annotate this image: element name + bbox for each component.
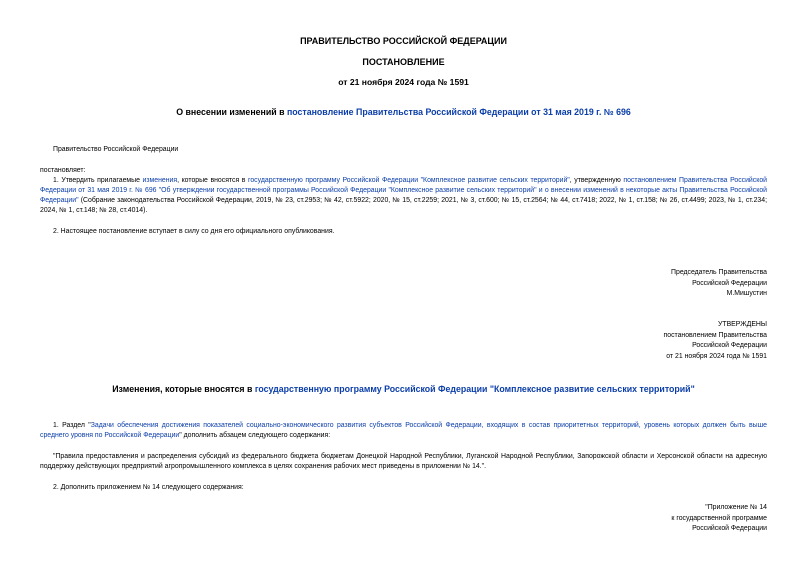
approved-line-2: постановлением Правительства [663,331,767,339]
title-link[interactable]: постановление Правительства Российской Федерации от 31 мая 2019 г. № 696 [286,107,631,117]
decree-item-1: 1. Утвердить прилагаемые изменения, которые вносятся в государственную программу Российской Федерации "Комплексное развитие сельских территорий", утвержденную постановлением Правительства Российской Федерации от 31 мая 2019 г. № 696 "Об утверждении государственной программы Российской Федерации "Комплексное развитие сельских территорий" и о внесении изменений в некоторые акты Правительства Российской Федерации" (Собрание законодательства Российской Федерации, 2019, № 23, ст.2953; № 42, ст.5922; 2020, № 15, ст.2259; 2021, № 3, ст.600; № 15, ст.2564; № 44, ст.7418; 2022, № 1, ст.158; № 26, ст.4499; 2023, № 1, ст.234; 2024, № 1, ст.148; № 28, ст.4014). [40,177,767,215]
approved-line-3: Российской Федерации [692,342,767,350]
changes-title [0,384,807,394]
signature-position-1: Председатель Правительства [671,269,767,276]
document-title [0,107,807,117]
section-link[interactable]: Задачи обеспечения достижения показателей социально-экономического развития субъектов Российской Федерации, входящих в состав приоритетных территорий, уровень которых должен быть выше среднего уровня по Российской Федерации [40,422,767,440]
appendix-line-3: Российской Федерации [692,525,767,533]
resolution-link[interactable]: постановлением Правительства Российской Федерации от 31 мая 2019 г. № 696 "Об утверждении государственной программы Российской Федерации "Комплексное развитие сельских территорий" и о внесении изменений в некоторые акты Правительства Российской Федерации" [40,177,767,205]
appendix-block [671,503,767,535]
changes-quote: "Правила предоставления и распределения субсидий из федерального бюджета бюджетам Донецкой Народной Республики, Луганской Народной Республики, Запорожской области и Херсонской области на адресную поддержку действующих предприятий агропромышленного комплекса в целях сохранения рабочих мест приведены в приложении № 14.". [40,453,767,471]
decides-line: постановляет: [40,167,86,174]
title-prefix: О внесении изменений в [176,107,287,117]
appendix-line-2: к государственной программе [671,514,767,522]
government-heading: ПРАВИТЕЛЬСТВО РОССИЙСКОЙ ФЕДЕРАЦИИ [300,36,507,46]
changes-link[interactable]: изменения [142,177,178,184]
signature-position-2: Российской Федерации [692,279,767,287]
program-link[interactable]: государственную программу Российской Федерации "Комплексное развитие сельских территорий" [247,177,570,184]
changes-title-prefix: Изменения, которые вносятся в [112,384,255,394]
appendix-line-1: "Приложение № 14 [705,504,767,511]
decree-item-2: 2. Настоящее постановление вступает в силу со дня его официального опубликования. [53,228,335,235]
signature-name: М.Мишустин [726,290,767,298]
approved-line-1: УТВЕРЖДЕНЫ [718,321,767,328]
document-date-number: от 21 ноября 2024 года № 1591 [338,77,469,87]
approved-block [664,320,768,363]
changes-title-link[interactable]: государственную программу Российской Федерации "Комплексное развитие сельских территорий" [254,384,695,394]
approved-line-4: от 21 ноября 2024 года № 1591 [666,353,767,361]
document-type: ПОСТАНОВЛЕНИЕ [362,57,445,67]
changes-item-2: 2. Дополнить приложением № 14 следующего содержания: [53,484,244,491]
changes-item-1: 1. Раздел "Задачи обеспечения достижения показателей социально-экономического развития субъектов Российской Федерации, входящих в состав приоритетных территорий, уровень которых должен быть выше среднего уровня по Российской Федерации" дополнить абзацем следующего содержания: [40,422,767,440]
signature-block [671,268,767,300]
preamble: Правительство Российской Федерации [53,146,179,153]
